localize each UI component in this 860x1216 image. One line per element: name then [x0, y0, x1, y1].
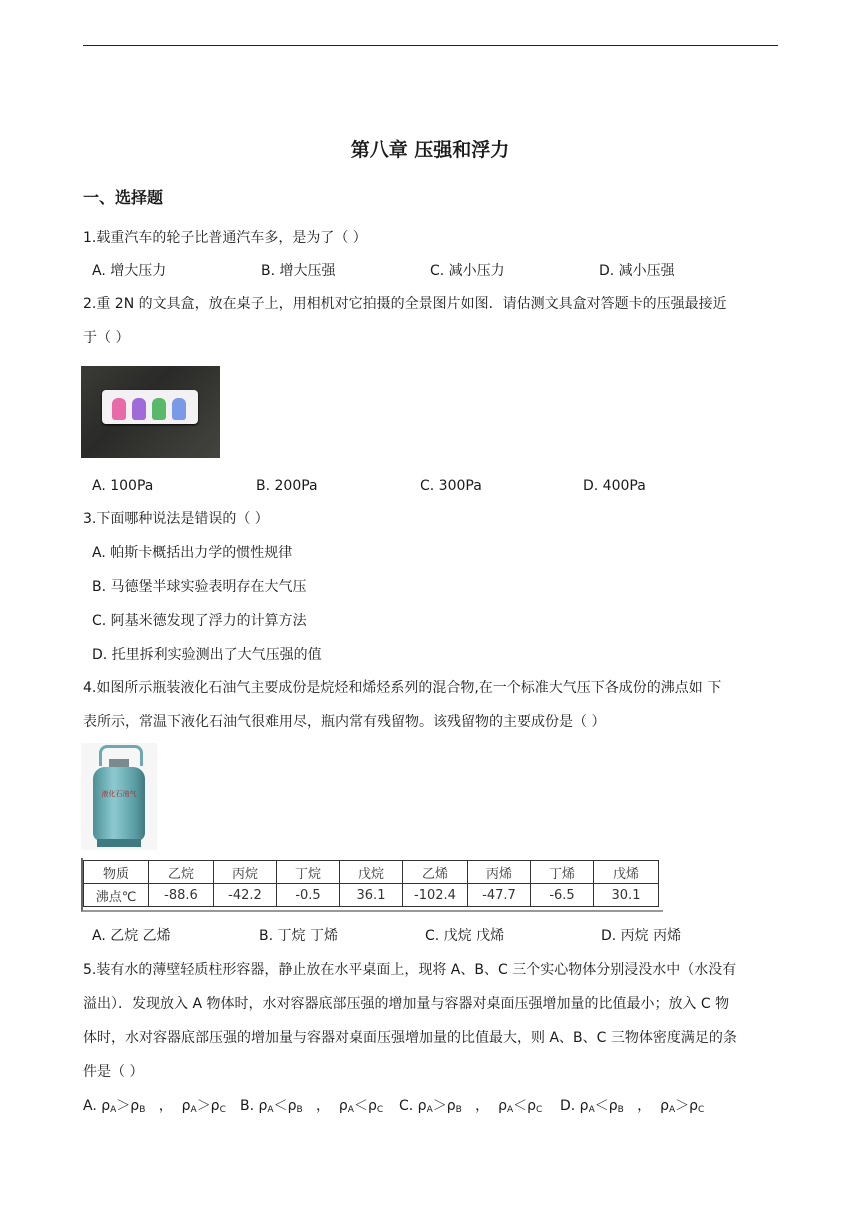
table-cell: -88.6: [149, 884, 214, 907]
section-heading: 一、选择题: [83, 188, 164, 207]
question-2-stem-line2: 于（ ）: [83, 330, 130, 346]
table-cell: 乙烯: [403, 861, 468, 884]
cylinder-label: 液化石油气: [101, 790, 137, 798]
question-3-stem: 3.下面哪种说法是错误的（ ）: [83, 511, 269, 527]
question-1-stem: 1.载重汽车的轮子比普通汽车多，是为了（ ）: [83, 230, 367, 246]
q5-option-d[interactable]: D. $\rho_A<\rho_B$ ， $\rho_A>\rho_C$: [560, 1098, 705, 1115]
q1-option-b[interactable]: B. 增大压强: [261, 263, 336, 279]
stationery-box: [102, 390, 198, 424]
q5-option-a[interactable]: A. $\rho_A>\rho_B$ ， $\rho_A>\rho_C$: [83, 1098, 226, 1115]
q3-option-a[interactable]: A. 帕斯卡概括出力学的惯性规律: [92, 545, 293, 561]
question-4-stem-line2: 表所示，常温下液化石油气很难用尽，瓶内常有残留物。该残留物的主要成份是（ ）: [83, 714, 606, 730]
table-cell: 丙烯: [468, 861, 531, 884]
q5-option-c[interactable]: C. $\rho_A>\rho_B$ ， $\rho_A<\rho_C$: [399, 1098, 543, 1115]
table-header-row: [84, 861, 659, 884]
question-4-stem-line1: 4.如图所示瓶装液化石油气主要成份是烷烃和烯烃系列的混合物,在一个标准大气压下各成份的沸点如 下: [83, 680, 722, 696]
table-cell: 36.1: [340, 884, 403, 907]
table-cell: -0.5: [277, 884, 340, 907]
table-row: [84, 884, 659, 907]
q1-option-c[interactable]: C. 减小压力: [430, 263, 505, 279]
q4-option-b[interactable]: B. 丁烷 丁烯: [259, 928, 338, 944]
table-cell: 沸点℃: [84, 884, 149, 907]
question-5-stem-line4: 件是（ ）: [83, 1064, 144, 1080]
stationery-box-photo: [81, 366, 220, 458]
q5-option-b[interactable]: B. $\rho_A<\rho_B$ ， $\rho_A<\rho_C$: [240, 1098, 384, 1115]
boiling-point-table: [83, 860, 659, 907]
question-5-stem-line1: 5.装有水的薄壁轻质柱形容器，静止放在水平桌面上，现将 A、B、C 三个实心物体分别浸没水中（水没有: [83, 962, 737, 978]
table-cell: -6.5: [531, 884, 594, 907]
q4-option-c[interactable]: C. 戊烷 戊烯: [425, 928, 505, 944]
gas-cylinder-photo: [81, 743, 157, 850]
q2-option-c[interactable]: C. 300Pa: [420, 478, 482, 494]
q2-option-a[interactable]: A. 100Pa: [92, 478, 154, 494]
table-cell: 30.1: [594, 884, 659, 907]
q4-option-a[interactable]: A. 乙烷 乙烯: [92, 928, 171, 944]
table-cell: -42.2: [214, 884, 277, 907]
gas-cylinder: [93, 767, 145, 841]
table-cell: 丁烯: [531, 861, 594, 884]
table-cell: 戊烷: [340, 861, 403, 884]
table-cell: 丁烷: [277, 861, 340, 884]
table-cell: 乙烷: [149, 861, 214, 884]
table-cell: 戊烯: [594, 861, 659, 884]
q3-option-b[interactable]: B. 马德堡半球实验表明存在大气压: [92, 579, 307, 595]
q1-option-d[interactable]: D. 减小压强: [599, 263, 675, 279]
q3-option-d[interactable]: D. 托里拆利实验测出了大气压强的值: [92, 647, 322, 663]
question-5-stem-line3: 体时，水对容器底部压强的增加量与容器对桌面压强增加量的比值最大，则 A、B、C 三物体密度满足的条: [83, 1030, 737, 1046]
question-2-stem-line1: 2.重 2N 的文具盒，放在桌子上，用相机对它拍摄的全景图片如图．请估测文具盒对答题卡的压强最接近: [83, 296, 727, 312]
q2-option-d[interactable]: D. 400Pa: [583, 478, 646, 494]
table-cell: -102.4: [403, 884, 468, 907]
q1-option-a[interactable]: A. 增大压力: [92, 263, 167, 279]
table-cell: -47.7: [468, 884, 531, 907]
table-cell: 物质: [84, 861, 149, 884]
q3-option-c[interactable]: C. 阿基米德发现了浮力的计算方法: [92, 613, 307, 629]
q2-option-b[interactable]: B. 200Pa: [256, 478, 318, 494]
q4-option-d[interactable]: D. 丙烷 丙烯: [601, 928, 682, 944]
page-title: 第八章 压强和浮力: [350, 139, 510, 161]
header-rule: [83, 45, 778, 46]
table-cell: 丙烷: [214, 861, 277, 884]
question-5-stem-line2: 溢出）．发现放入 A 物体时，水对容器底部压强的增加量与容器对桌面压强增加量的比值最小；放入 C 物: [83, 996, 730, 1012]
